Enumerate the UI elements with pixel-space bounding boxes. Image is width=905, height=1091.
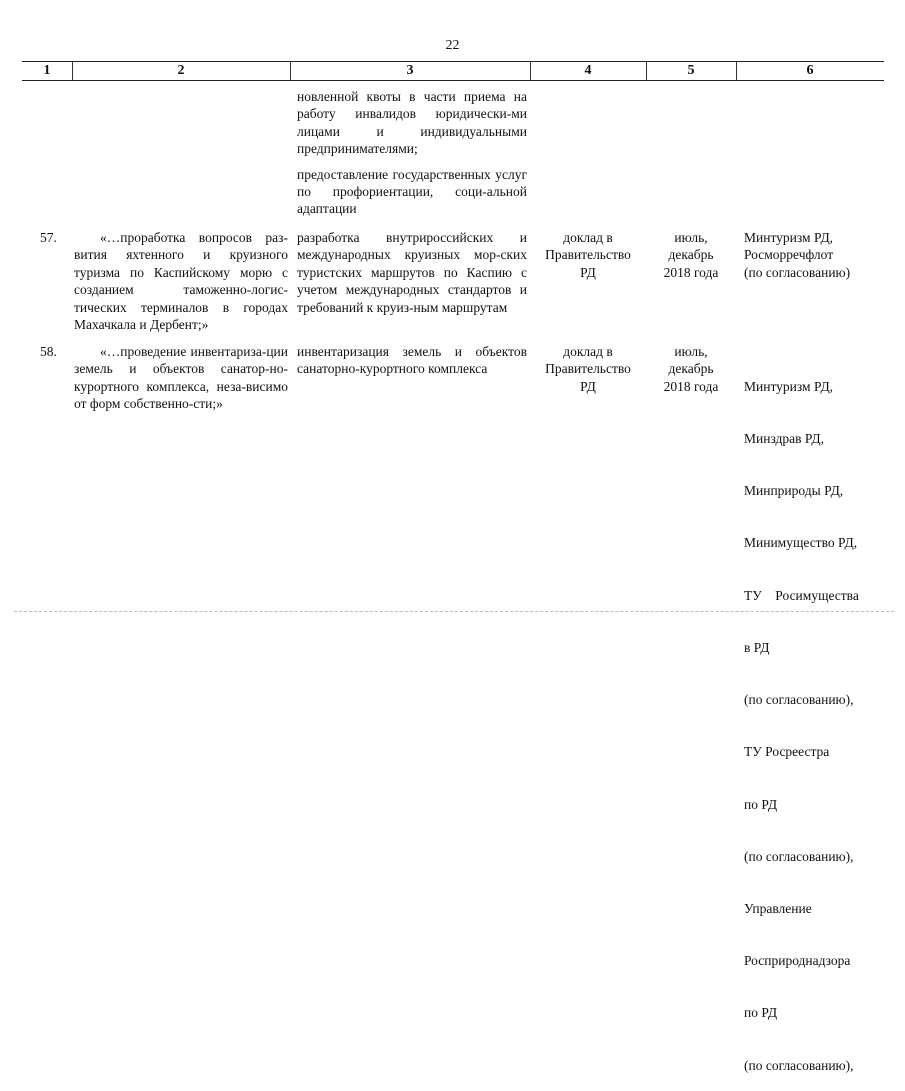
- column-header-5: 5: [687, 63, 695, 78]
- responsible-line: Минтуризм РД,: [744, 230, 834, 245]
- table-header: [22, 61, 884, 81]
- page-bottom-rule: [14, 611, 894, 612]
- column-header-1: 1: [43, 63, 51, 78]
- responsible-line: (по согласованию),: [744, 692, 854, 708]
- column-header-2: 2: [177, 63, 185, 78]
- row-number: 57.: [40, 230, 57, 245]
- responsible-line: ТУ Росреестра: [744, 744, 830, 760]
- report-line: доклад в: [563, 344, 613, 359]
- row-number: 58.: [40, 344, 57, 359]
- report-line: доклад в: [563, 230, 613, 245]
- column-header-4: 4: [584, 63, 592, 78]
- responsible-line: Росморречфлот: [744, 247, 834, 263]
- responsible-line: (по согласованию),: [744, 1057, 854, 1073]
- action-cell: инвентаризация земель и объектов санаторно-курортного комплекса: [297, 344, 527, 377]
- responsible-line: Росприроднадзора: [744, 953, 851, 969]
- responsible-line: Управление: [744, 901, 812, 916]
- deadline-line: декабрь: [668, 247, 714, 263]
- task-cell: «…проведение инвентаризa-ции земель и объектов санатор-но-курортного комплекса, неза-висимо от форм собственно-сти;»: [74, 344, 288, 412]
- continuation-action-cell: [297, 88, 527, 218]
- report-line: Правительство: [545, 361, 631, 377]
- report-line: Правительство: [545, 247, 631, 263]
- continuation-paragraph: предоставление государственных услуг по профориентации, соци-альной адаптации: [297, 166, 527, 217]
- responsible-line: Минимущество РД,: [744, 535, 858, 551]
- deadline-line: июль,: [674, 344, 708, 359]
- report-line: РД: [580, 378, 596, 394]
- responsible-line: (по согласованию): [744, 264, 851, 280]
- task-cell: «…проработка вопросов раз-вития яхтенного и круизного туризма по Каспийскому морю с созданием таможенно-логис-тических терминалов в городах Махачкала и Дербент;»: [74, 230, 288, 333]
- responsible-line: ТУ Росимущества: [744, 587, 859, 603]
- deadline-line: декабрь: [668, 361, 714, 377]
- column-header-6: 6: [806, 63, 814, 78]
- report-line: РД: [580, 264, 596, 280]
- report-cell: [533, 229, 643, 281]
- column-header-3: 3: [406, 63, 414, 78]
- responsible-line: Минприроды РД,: [744, 483, 844, 499]
- deadline-line: июль,: [674, 230, 708, 245]
- action-cell: разработка внутрироссийских и международных круизных мор-ских туристских маршрутов по Каспию с учетом международных стандартов и требований к круиз-ным маршрутам: [297, 230, 527, 315]
- responsible-line: по РД: [744, 1005, 778, 1021]
- deadline-cell: [649, 229, 733, 281]
- responsible-line: (по согласованию),: [744, 848, 854, 864]
- responsible-line: Минтуризм РД,: [744, 378, 834, 394]
- deadline-line: 2018 года: [663, 264, 719, 280]
- page-number: 22: [445, 38, 460, 53]
- responsible-line: в РД: [744, 639, 770, 655]
- deadline-line: 2018 года: [663, 378, 719, 394]
- responsible-line: Минздрав РД,: [744, 431, 824, 447]
- responsible-cell: [744, 229, 884, 281]
- continuation-paragraph: новленной квоты в части приема на работу инвалидов юридически-ми лицами и индивидуальными предпринимателями;: [297, 89, 527, 157]
- report-cell: [533, 343, 643, 395]
- deadline-cell: [649, 343, 733, 395]
- responsible-cell: [744, 343, 884, 1091]
- responsible-line: по РД: [744, 796, 778, 812]
